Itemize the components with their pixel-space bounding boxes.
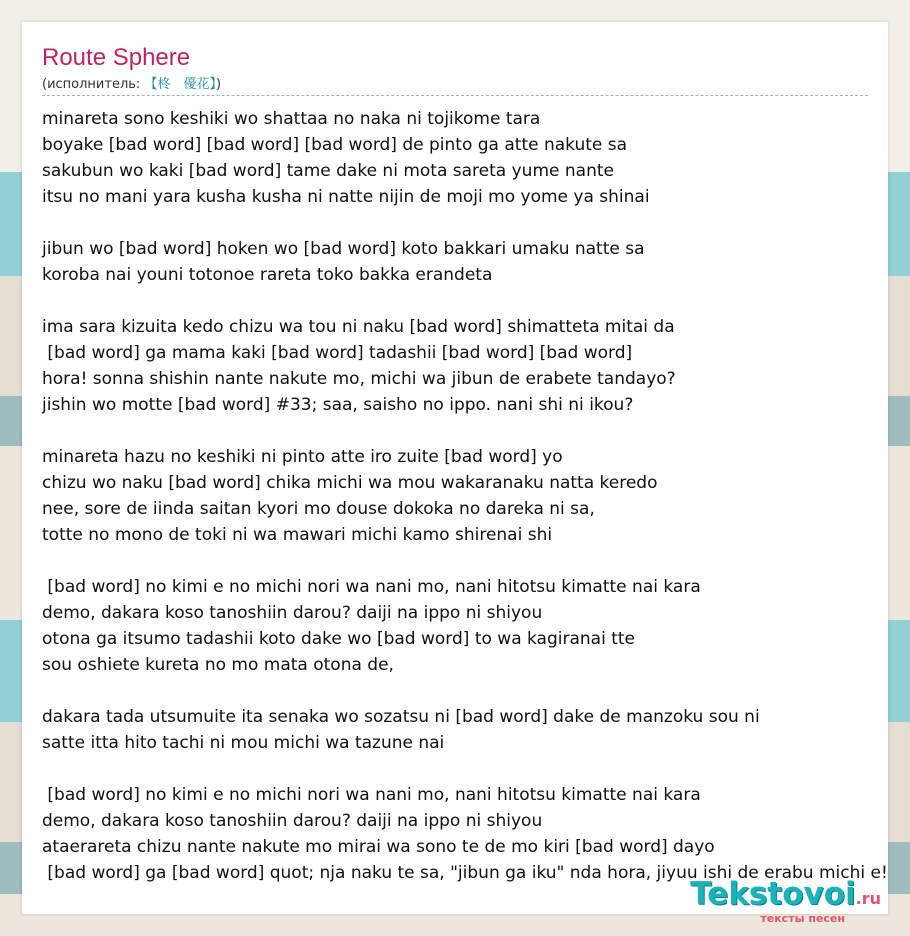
lyric-line: satte itta hito tachi ni mou michi wa tazune nai (42, 733, 445, 753)
lyric-line: ataerareta chizu nante nakute mo mirai wa sono te de mo kiri [bad word] dayo (42, 837, 715, 857)
artist-prefix: (исполнитель: (42, 77, 145, 92)
lyric-line (42, 548, 910, 574)
song-title: Route Sphere (42, 44, 191, 71)
lyric-line: otona ga itsumo tadashii koto dake wo [bad word] to wa kagiranai tte (42, 629, 636, 649)
lyric-line (42, 288, 910, 314)
lyric-line: jibun wo [bad word] hoken wo [bad word] koto bakkari umaku natte sa (42, 239, 645, 259)
lyric-line (42, 418, 910, 444)
watermark-logo (690, 876, 881, 925)
lyric-line: minareta sono keshiki wo shattaa no naka ni tojikome tara (42, 109, 541, 129)
lyric-line: [bad word] no kimi e no michi nori wa nani mo, nani hitotsu kimatte nai kara (42, 577, 701, 597)
lyric-line: jishin wo motte [bad word] #33; saa, saisho no ippo. nani shi ni ikou? (42, 395, 634, 415)
lyric-line: demo, dakara koso tanoshiin darou? daiji na ippo ni shiyou (42, 811, 543, 831)
lyric-line: nee, sore de iinda saitan kyori mo douse dokoka no dareka ni sa, (42, 499, 595, 519)
lyric-line: minareta hazu no keshiki ni pinto atte iro zuite [bad word] yo (42, 447, 563, 467)
lyric-line: demo, dakara koso tanoshiin darou? daiji na ippo ni shiyou (42, 603, 543, 623)
lyric-line: [bad word] ga [bad word] quot; nja naku te sa, "jibun ga iku" nda hora, jiyuu ishi de erabu michi e! (42, 863, 888, 883)
lyric-line: totte no mono de toki ni wa mawari michi kamo shirenai shi (42, 525, 553, 545)
lyrics-card (22, 22, 888, 914)
lyric-line: sou oshiete kureta no mo mata otona de, (42, 655, 394, 675)
lyric-line (42, 678, 910, 704)
lyric-line: dakara tada utsumuite ita senaka wo sozatsu ni [bad word] dake de manzoku sou ni (42, 707, 760, 727)
lyric-line (42, 756, 910, 782)
lyric-line: hora! sonna shishin nante nakute mo, michi wa jibun de erabete tandayo? (42, 369, 676, 389)
lyric-line: ima sara kizuita kedo chizu wa tou ni naku [bad word] shimatteta mitai da (42, 317, 675, 337)
lyric-line: sakubun wo kaki [bad word] tame dake ni mota sareta yume nante (42, 161, 614, 181)
artist-suffix: ) (215, 77, 222, 92)
lyric-line: itsu no mani yara kusha kusha ni natte nijin de moji mo yome ya shinai (42, 187, 650, 207)
lyric-line: [bad word] no kimi e no michi nori wa nani mo, nani hitotsu kimatte nai kara (42, 785, 701, 805)
lyric-line: boyake [bad word] [bad word] [bad word] de pinto ga atte nakute sa (42, 135, 628, 155)
lyric-line: [bad word] ga mama kaki [bad word] tadashii [bad word] [bad word] (42, 343, 633, 363)
lyric-line: chizu wo naku [bad word] chika michi wa mou wakaranaku natta keredo (42, 473, 658, 493)
artist-link[interactable]: 【柊 優花】 (144, 77, 216, 92)
lyrics-text (42, 106, 910, 886)
lyric-line (42, 210, 910, 236)
lyric-line: koroba nai youni totonoe rareta toko bakka erandeta (42, 265, 493, 285)
watermark-tagline: тексты песен (760, 912, 845, 925)
artist-line (42, 73, 868, 96)
watermark-name: Tekstovoi (690, 876, 856, 912)
watermark-tld: .ru (855, 889, 881, 908)
